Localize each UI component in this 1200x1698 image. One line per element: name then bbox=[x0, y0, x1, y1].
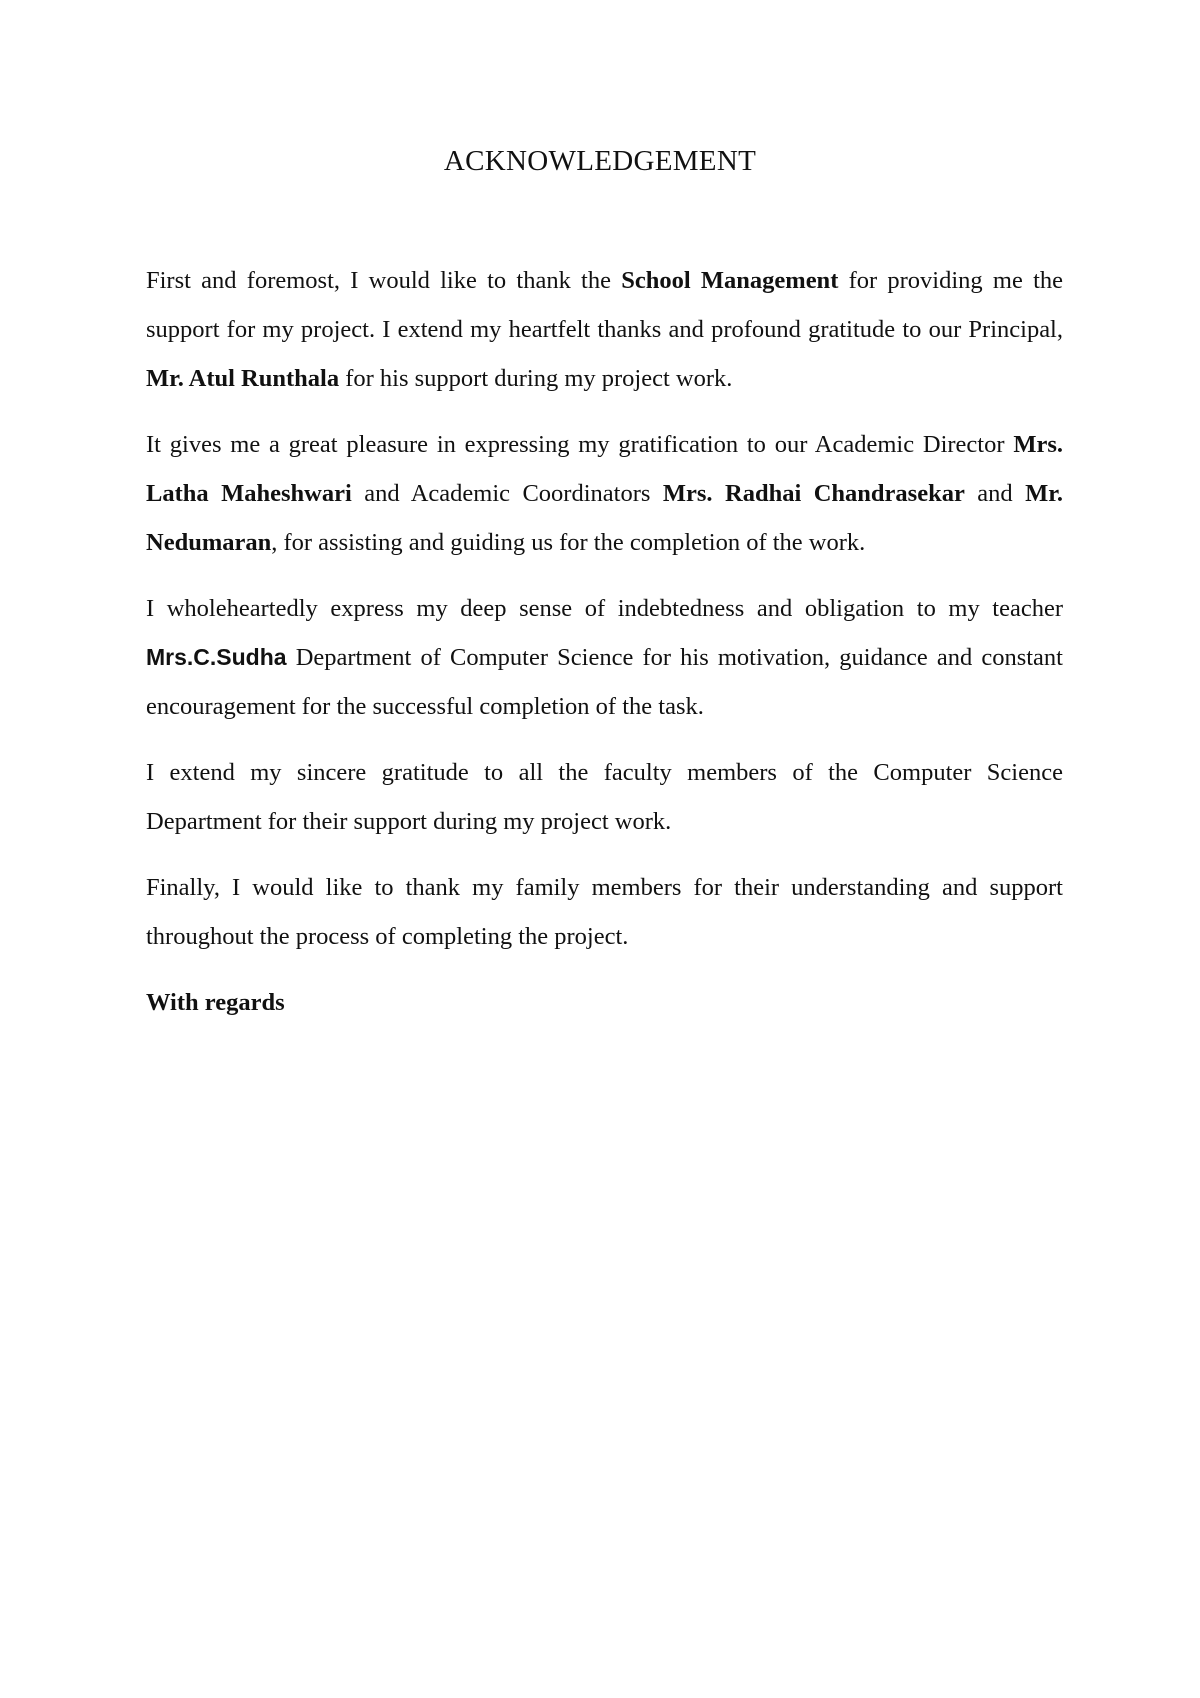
coordinator-name: Mr. Nedumaran bbox=[146, 480, 1064, 556]
paragraph-text: I wholeheartedly express my deep sense of indebtedness and obligation to my teacher bbox=[146, 595, 1063, 622]
paragraph-text: and Academic Coordinators bbox=[351, 480, 663, 507]
page-title: ACKNOWLEDGEMENT bbox=[443, 145, 757, 177]
paragraph-school-management bbox=[146, 256, 1063, 403]
paragraph-text: for his support during my project work. bbox=[339, 365, 733, 392]
paragraph-text: , for assisting and guiding us for the completion of the work. bbox=[271, 529, 866, 556]
coordinator-name: Mrs. Radhai Chandrasekar bbox=[662, 480, 965, 507]
paragraph-text: and bbox=[964, 480, 1026, 507]
teacher-name: Mrs.C.Sudha bbox=[146, 644, 287, 670]
document-body bbox=[146, 256, 1063, 1044]
paragraph-text: It gives me a great pleasure in expressing my gratification to our Academic Director bbox=[146, 431, 1014, 458]
academic-director-name: Mrs. Latha Maheshwari bbox=[146, 431, 1063, 507]
paragraph-academic-director bbox=[146, 420, 1063, 567]
school-management-name: School Management bbox=[621, 267, 839, 294]
paragraph-text: for providing me the support for my project. I extend my heartfelt thanks and profound gratitude to our Principal, bbox=[146, 267, 1064, 343]
paragraph-family: Finally, I would like to thank my family members for their understanding and support throughout the process of completing the project. bbox=[146, 874, 1063, 950]
principal-name: Mr. Atul Runthala bbox=[146, 365, 340, 392]
paragraph-teacher bbox=[146, 584, 1063, 731]
closing-line: With regards bbox=[146, 989, 285, 1016]
paragraph-text: Department of Computer Science for his motivation, guidance and constant encouragement for the successful completion of the task. bbox=[146, 644, 1063, 720]
paragraph-faculty: I extend my sincere gratitude to all the faculty members of the Computer Science Department for their support during my project work. bbox=[146, 759, 1063, 835]
paragraph-text: First and foremost, I would like to thank the bbox=[146, 267, 622, 294]
